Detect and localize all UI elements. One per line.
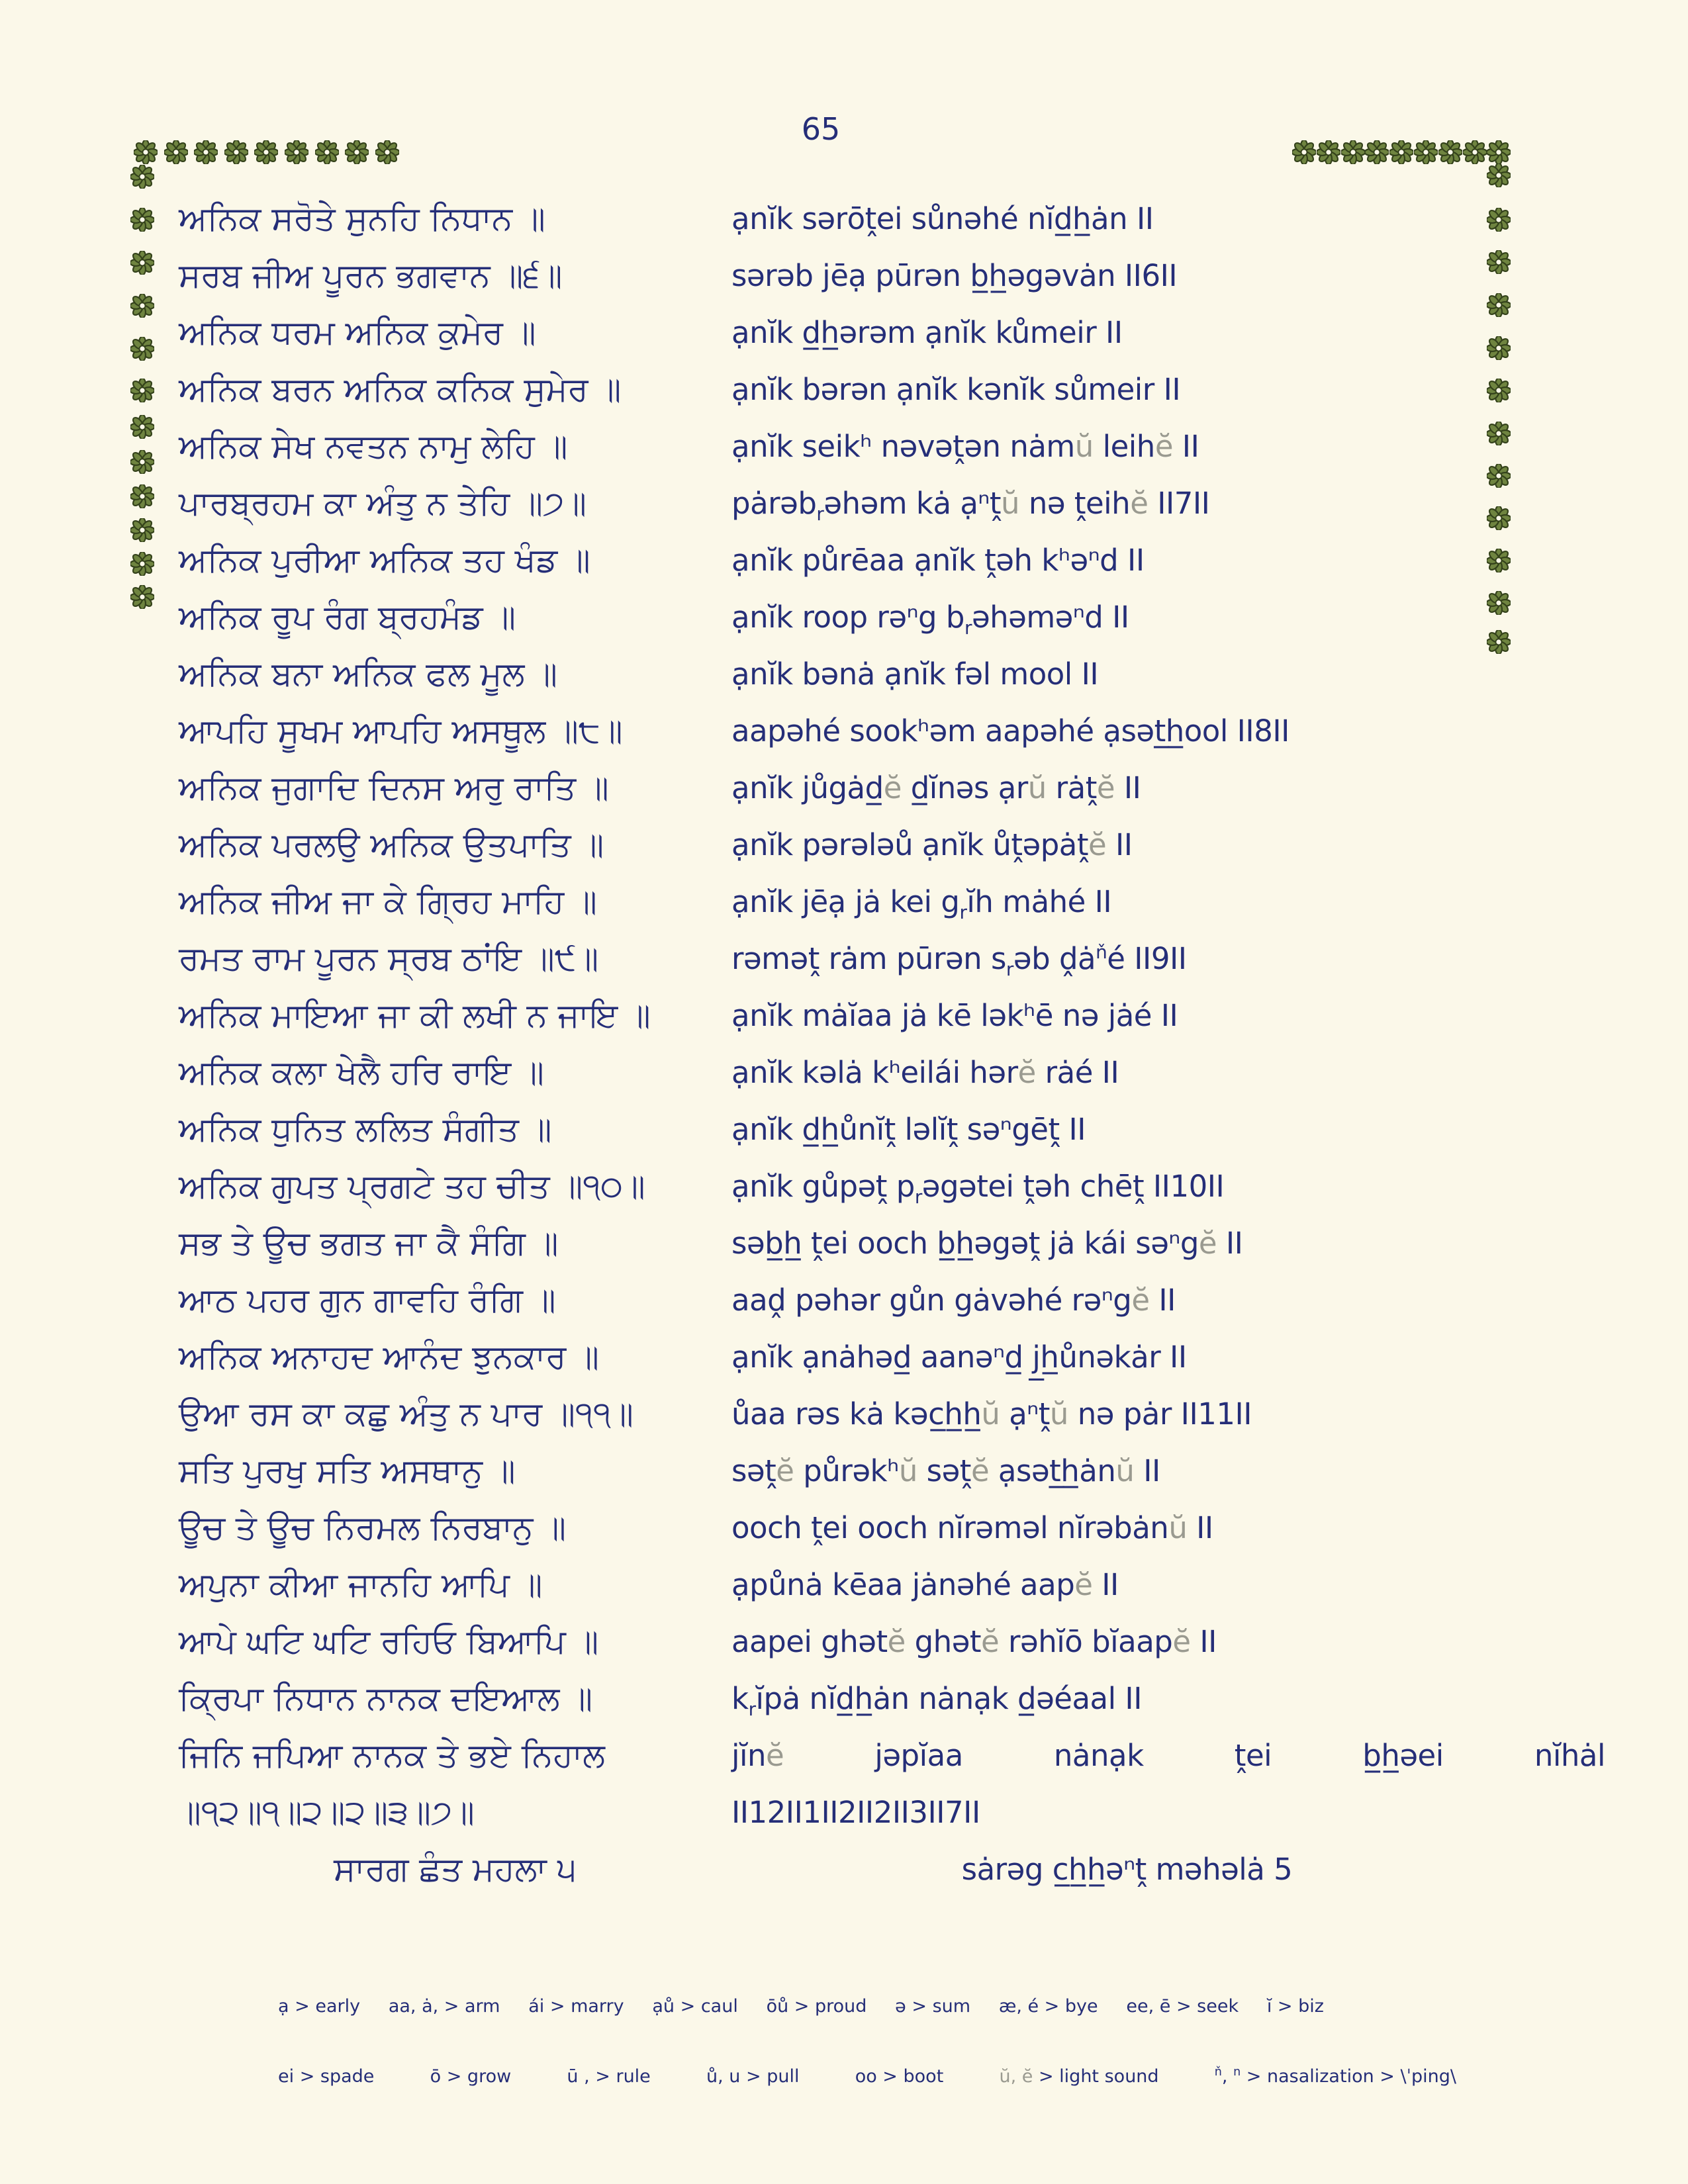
verse-row bbox=[179, 1613, 1609, 1670]
verse-row bbox=[179, 987, 1609, 1044]
gurmukhi-line: ਅਨਿਕ ਪਰਲਉ ਅਨਿਕ ਉਤਪਾਤਿ ॥ bbox=[179, 825, 604, 864]
gurmukhi-line: ਪਾਰਬ੍ਰਹਮ ਕਾ ਅੰਤੁ ਨ ਤੇਹਿ ॥੭॥ bbox=[179, 483, 586, 522]
roman-line: rəməṱ rȧm pūrən $s_rəb$ ḓȧ$^ň$é II9II bbox=[731, 940, 1187, 980]
gurmukhi-line: ਅਨਿਕ ਜੀਅ ਜਾ ਕੇ ਗ੍ਰਿਹ ਮਾਹਿ ॥ bbox=[179, 882, 597, 921]
pronunciation-key-item: aa, ȧ, > arm bbox=[388, 1996, 500, 2017]
flower-ornament bbox=[1487, 163, 1511, 187]
gurmukhi-line: ਆਪਹਿ ਸੂਖਮ ਆਪਹਿ ਅਸਥੂਲ ॥੮॥ bbox=[179, 711, 623, 750]
flower-ornament bbox=[375, 140, 399, 164]
pronunciation-key-item: ə > sum bbox=[895, 1996, 971, 2017]
flower-icon bbox=[1438, 140, 1462, 164]
verse-row bbox=[179, 1044, 1609, 1101]
verse-row bbox=[179, 759, 1609, 816]
verse-row bbox=[179, 1727, 1609, 1784]
verse-row bbox=[179, 418, 1609, 475]
pronunciation-key-item: ŭ, ĕ > light sound bbox=[999, 2066, 1159, 2087]
gurmukhi-line: ਅਨਿਕ ਬਨਾ ਅਨਿਕ ਫਲ ਮੂਲ ॥ bbox=[179, 654, 557, 693]
flower-icon bbox=[345, 140, 369, 164]
flower-ornament bbox=[1317, 140, 1340, 164]
pronunciation-key-item: oo > boot bbox=[855, 2066, 944, 2087]
gurmukhi-line: ਸਤਿ ਪੁਰਖੁ ਸਤਿ ਅਸਥਾਨੁ ॥ bbox=[179, 1451, 516, 1490]
gurmukhi-line: ਸਾਰਗ ਛੰਤ ਮਹਲਾ ੫ bbox=[333, 1849, 577, 1888]
pronunciation-key-item: ů, u > pull bbox=[706, 2066, 800, 2087]
verse-row bbox=[179, 1442, 1609, 1499]
flower-icon bbox=[130, 251, 154, 275]
flower-ornament bbox=[1341, 140, 1365, 164]
verse-row bbox=[179, 1499, 1609, 1556]
verse-row bbox=[179, 1670, 1609, 1727]
flower-icon bbox=[254, 140, 278, 164]
verse-row bbox=[179, 304, 1609, 361]
pronunciation-key-item: ū , > rule bbox=[567, 2066, 651, 2087]
roman-line: aapəhé sookʰəm aapəhé ạsət̲h̲ool II8II bbox=[731, 713, 1289, 749]
verse-row bbox=[179, 1385, 1609, 1442]
gurmukhi-line: ਅਨਿਕ ਸਰੋਤੇ ਸੁਨਹਿ ਨਿਧਾਨ ॥ bbox=[179, 199, 545, 238]
verse-row bbox=[179, 247, 1609, 304]
roman-line: sȧrəg c̲h̲h̲əⁿṱ məhəlȧ 5 bbox=[961, 1851, 1293, 1887]
pronunciation-key-item: $^ň$, $^n$ > nasalization > \ˈping\ bbox=[1214, 2066, 1456, 2087]
flower-icon bbox=[134, 140, 158, 164]
verse-row bbox=[179, 1841, 1609, 1897]
roman-line: ạnĭk d̲h̲ərəm ạnĭk kůmeir II bbox=[731, 314, 1123, 350]
roman-line: ạnĭk jēạ jȧ kei $g_rĭh$ mȧhé II bbox=[731, 884, 1112, 923]
flower-ornament bbox=[164, 140, 188, 164]
flower-icon bbox=[224, 140, 248, 164]
flower-ornament bbox=[345, 140, 369, 164]
roman-line: ạpůnȧ kēaa jȧnəhé aapĕ II bbox=[731, 1567, 1119, 1602]
gurmukhi-line: ਅਨਿਕ ਪੁਰੀਆ ਅਨਿਕ ਤਹ ਖੰਡ ॥ bbox=[179, 540, 590, 579]
verse-rows bbox=[179, 190, 1609, 1897]
flower-icon bbox=[1292, 140, 1316, 164]
pronunciation-key-row-2 bbox=[278, 2066, 1456, 2087]
gurmukhi-line: ਕ੍ਰਿਪਾ ਨਿਧਾਨ ਨਾਨਕ ਦਇਆਲ ॥ bbox=[179, 1678, 593, 1717]
roman-line: ạnĭk kəlȧ kʰeilái hərĕ rȧé II bbox=[731, 1054, 1119, 1090]
flower-ornament bbox=[130, 415, 154, 439]
flower-ornament bbox=[1414, 140, 1438, 164]
gurmukhi-line: ਅਨਿਕ ਅਨਾਹਦ ਆਨੰਦ ਝੁਨਕਾਰ ॥ bbox=[179, 1337, 599, 1376]
verse-row bbox=[179, 645, 1609, 702]
gurmukhi-line: ਆਠ ਪਹਰ ਗੁਨ ਗਾਵਹਿ ਰੰਗਿ ॥ bbox=[179, 1280, 556, 1319]
roman-line: aapei ghətĕ ghətĕ rəhĭō bĭaapĕ II bbox=[731, 1623, 1217, 1659]
gurmukhi-line: ਜਿਨਿ ਜਪਿਆ ਨਾਨਕ ਤੇ ਭਏ ਨਿਹਾਲ bbox=[179, 1735, 605, 1774]
flower-ornament bbox=[130, 450, 154, 474]
flower-ornament bbox=[130, 379, 154, 402]
verse-row bbox=[179, 531, 1609, 588]
pronunciation-key-item: ei > spade bbox=[278, 2066, 375, 2087]
verse-row bbox=[179, 475, 1609, 531]
flower-icon bbox=[130, 518, 154, 542]
verse-row bbox=[179, 873, 1609, 930]
flower-ornament bbox=[130, 552, 154, 576]
verse-row bbox=[179, 816, 1609, 873]
flower-icon bbox=[375, 140, 399, 164]
roman-line: səb̲h̲ ṱei ooch b̲h̲əgəṱ jȧ kái səⁿgĕ II bbox=[731, 1225, 1243, 1261]
flower-ornament bbox=[285, 140, 308, 164]
flower-ornament bbox=[1365, 140, 1389, 164]
flower-ornament bbox=[315, 140, 339, 164]
gurmukhi-line: ਅਪੁਨਾ ਕੀਆ ਜਾਨਹਿ ਆਪਿ ॥ bbox=[179, 1565, 543, 1604]
flower-ornament bbox=[130, 251, 154, 275]
flower-icon bbox=[130, 484, 154, 508]
verse-row bbox=[179, 588, 1609, 645]
flower-icon bbox=[1317, 140, 1340, 164]
verse-row bbox=[179, 1101, 1609, 1158]
flower-ornament bbox=[130, 165, 154, 189]
verse-row bbox=[179, 1271, 1609, 1328]
pronunciation-key-item: æ, é > bye bbox=[998, 1996, 1098, 2017]
gurmukhi-line: ਅਨਿਕ ਕਲਾ ਖੇਲੈ ਹਰਿ ਰਾਇ ॥ bbox=[179, 1052, 544, 1091]
roman-line: ạnĭk mȧĭaa jȧ kē ləkʰē nə jȧé II bbox=[731, 997, 1178, 1033]
gurmukhi-line: ਆਪੇ ਘਟਿ ਘਟਿ ਰਹਿਓ ਬਿਆਪਿ ॥ bbox=[179, 1621, 599, 1661]
flower-ornament bbox=[130, 208, 154, 232]
flower-icon bbox=[130, 208, 154, 232]
flower-icon bbox=[1463, 140, 1487, 164]
flower-icon bbox=[130, 379, 154, 402]
gurmukhi-line: ॥੧੨॥੧॥੨॥੨॥੩॥੭॥ bbox=[179, 1792, 475, 1831]
flower-icon bbox=[1365, 140, 1389, 164]
flower-icon bbox=[164, 140, 188, 164]
roman-line: ạnĭk bərən ạnĭk kənĭk sůmeir II bbox=[731, 371, 1181, 407]
pronunciation-key-row-1 bbox=[278, 1996, 1324, 2017]
gurmukhi-line: ਅਨਿਕ ਰੂਪ ਰੰਗ ਬ੍ਰਹਮੰਡ ॥ bbox=[179, 597, 516, 636]
verse-row bbox=[179, 1328, 1609, 1385]
gurmukhi-line: ਸਰਬ ਜੀਅ ਪੂਰਨ ਭਗਵਾਨ ॥੬॥ bbox=[179, 255, 563, 295]
flower-ornament bbox=[130, 337, 154, 361]
gurmukhi-line: ਰਮਤ ਰਾਮ ਪੂਰਨ ਸ੍ਰਬ ਠਾਂਇ ॥੯॥ bbox=[179, 938, 599, 978]
roman-line: II12II1II2II2II3II7II bbox=[731, 1794, 980, 1830]
flower-ornament bbox=[1389, 140, 1413, 164]
flower-icon bbox=[130, 552, 154, 576]
verse-row bbox=[179, 702, 1609, 759]
roman-line: sərəb jēạ pūrən b̲h̲əgəvȧn II6II bbox=[731, 257, 1178, 293]
roman-line: ạnĭk seikʰ nəvəṱən nȧmŭ leihĕ II bbox=[731, 428, 1199, 464]
gurmukhi-line: ਸਭ ਤੇ ਊਚ ਭਗਤ ਜਾ ਕੈ ਸੰਗਿ ॥ bbox=[179, 1223, 559, 1262]
verse-row bbox=[179, 1784, 1609, 1841]
flower-icon bbox=[130, 337, 154, 361]
flower-ornament bbox=[134, 140, 158, 164]
flower-icon bbox=[1487, 140, 1511, 164]
roman-line: ạnĭk pərələů ạnĭk ůṱəpȧṱĕ II bbox=[731, 827, 1133, 862]
flower-icon bbox=[285, 140, 308, 164]
flower-ornament bbox=[130, 518, 154, 542]
gurmukhi-line: ਅਨਿਕ ਗੁਪਤ ਪ੍ਰਗਟੇ ਤਹ ਚੀਤ ॥੧੦॥ bbox=[179, 1166, 645, 1205]
flower-icon bbox=[1389, 140, 1413, 164]
roman-line: ạnĭk roop rəⁿg $b_rəhəmə^nd$ II bbox=[731, 599, 1129, 639]
gurmukhi-line: ਅਨਿਕ ਬਰਨ ਅਨਿਕ ਕਨਿਕ ਸੁਮੇਰ ॥ bbox=[179, 369, 622, 408]
flower-ornament bbox=[1463, 140, 1487, 164]
roman-line: ạnĭk bənȧ ạnĭk fəl mool II bbox=[731, 656, 1099, 692]
roman-line: səṱĕ půrəkʰŭ səṱĕ ạsət̲h̲ȧnŭ II bbox=[731, 1453, 1160, 1488]
roman-line: ạnĭk d̲h̲ůnĭṱ ləlĭṱ səⁿgēṱ II bbox=[731, 1111, 1086, 1147]
flower-ornament bbox=[130, 294, 154, 318]
gurmukhi-line: ਅਨਿਕ ਮਾਇਆ ਜਾ ਕੀ ਲਖੀ ਨ ਜਾਇ ॥ bbox=[179, 995, 651, 1034]
flower-icon bbox=[1414, 140, 1438, 164]
pronunciation-key-item: ee, ē > seek bbox=[1126, 1996, 1239, 2017]
pronunciation-key-item: ạů > caul bbox=[652, 1996, 738, 2017]
gurmukhi-line: ਅਨਿਕ ਜੁਗਾਦਿ ਦਿਨਸ ਅਰੁ ਰਾਤਿ ॥ bbox=[179, 768, 609, 807]
flower-icon bbox=[130, 165, 154, 189]
flower-icon bbox=[130, 585, 154, 609]
flower-icon bbox=[130, 415, 154, 439]
flower-icon bbox=[130, 450, 154, 474]
flower-ornament bbox=[1292, 140, 1316, 164]
roman-line: ạnĭk sərōṱei sůnəhé nĭd̲h̲ȧn II bbox=[731, 201, 1154, 236]
roman-line: $k_rĭpȧ$ nĭd̲h̲ȧn nȧnạk d̲əéaal II bbox=[731, 1680, 1142, 1720]
gurmukhi-line: ਅਨਿਕ ਧਰਮ ਅਨਿਕ ਕੁਮੇਰ ॥ bbox=[179, 312, 536, 351]
flower-ornament bbox=[130, 585, 154, 609]
verse-row bbox=[179, 361, 1609, 418]
flower-icon bbox=[315, 140, 339, 164]
pronunciation-key-item: ō > grow bbox=[430, 2066, 512, 2087]
flower-ornament bbox=[254, 140, 278, 164]
flower-ornament bbox=[194, 140, 218, 164]
pronunciation-key-item: ái > marry bbox=[528, 1996, 624, 2017]
roman-line: pȧrəb$_r$əhəm kȧ ạⁿṱŭ nə ṱeihĕ II7II bbox=[731, 485, 1210, 525]
verse-row bbox=[179, 1214, 1609, 1271]
roman-line: jĭnĕ jəpĭaa nȧnạk ṱei b̲h̲əei nĭhȧl bbox=[731, 1737, 1605, 1773]
roman-line: aaḓ pəhər gůn gȧvəhé rəⁿgĕ II bbox=[731, 1282, 1176, 1318]
roman-line: ooch ṱei ooch nĭrəməl nĭrəbȧnŭ II bbox=[731, 1510, 1213, 1545]
gurmukhi-line: ਊਚ ਤੇ ਊਚ ਨਿਰਮਲ ਨਿਰਬਾਨੁ ॥ bbox=[179, 1508, 567, 1547]
pronunciation-key-item: ĭ > biz bbox=[1266, 1996, 1324, 2017]
gurmukhi-line: ਅਨਿਕ ਸੇਖ ਨਵਤਨ ਨਾਮੁ ਲੇਹਿ ॥ bbox=[179, 426, 568, 465]
flower-icon bbox=[1341, 140, 1365, 164]
roman-line: ạnĭk gůpəṱ $p_rəgətei$ ṱəh chēṱ II10II bbox=[731, 1168, 1225, 1208]
gurmukhi-line: ਅਨਿਕ ਧੁਨਿਤ ਲਲਿਤ ਸੰਗੀਤ ॥ bbox=[179, 1109, 552, 1148]
gurmukhi-line: ਉਆ ਰਸ ਕਾ ਕਛੁ ਅੰਤੁ ਨ ਪਾਰ ॥੧੧॥ bbox=[179, 1394, 633, 1433]
pronunciation-key-item: ōů > proud bbox=[766, 1996, 867, 2017]
flower-ornament bbox=[130, 484, 154, 508]
verse-row bbox=[179, 1556, 1609, 1613]
roman-line: ạnĭk ạnȧhəd̲ aanəⁿd̲ j̲h̲ůnəkȧr II bbox=[731, 1339, 1187, 1375]
flower-ornament bbox=[224, 140, 248, 164]
verse-row bbox=[179, 1158, 1609, 1214]
page-number: 65 bbox=[801, 111, 841, 147]
flower-ornament bbox=[1487, 140, 1511, 164]
roman-line: ůaa rəs kȧ kəc̲h̲h̲ŭ ạⁿṱŭ nə pȧr II11II bbox=[731, 1396, 1252, 1432]
flower-icon bbox=[1487, 163, 1511, 187]
flower-icon bbox=[130, 294, 154, 318]
verse-row bbox=[179, 930, 1609, 987]
flower-icon bbox=[194, 140, 218, 164]
roman-line: ạnĭk půrēaa ạnĭk ṱəh kʰəⁿd II bbox=[731, 542, 1145, 578]
verse-row bbox=[179, 190, 1609, 247]
flower-ornament bbox=[1438, 140, 1462, 164]
pronunciation-key-item: ạ > early bbox=[278, 1996, 361, 2017]
roman-line: ạnĭk jůgȧd̲ĕ d̲ĭnəs ạrŭ rȧṱĕ II bbox=[731, 770, 1141, 805]
